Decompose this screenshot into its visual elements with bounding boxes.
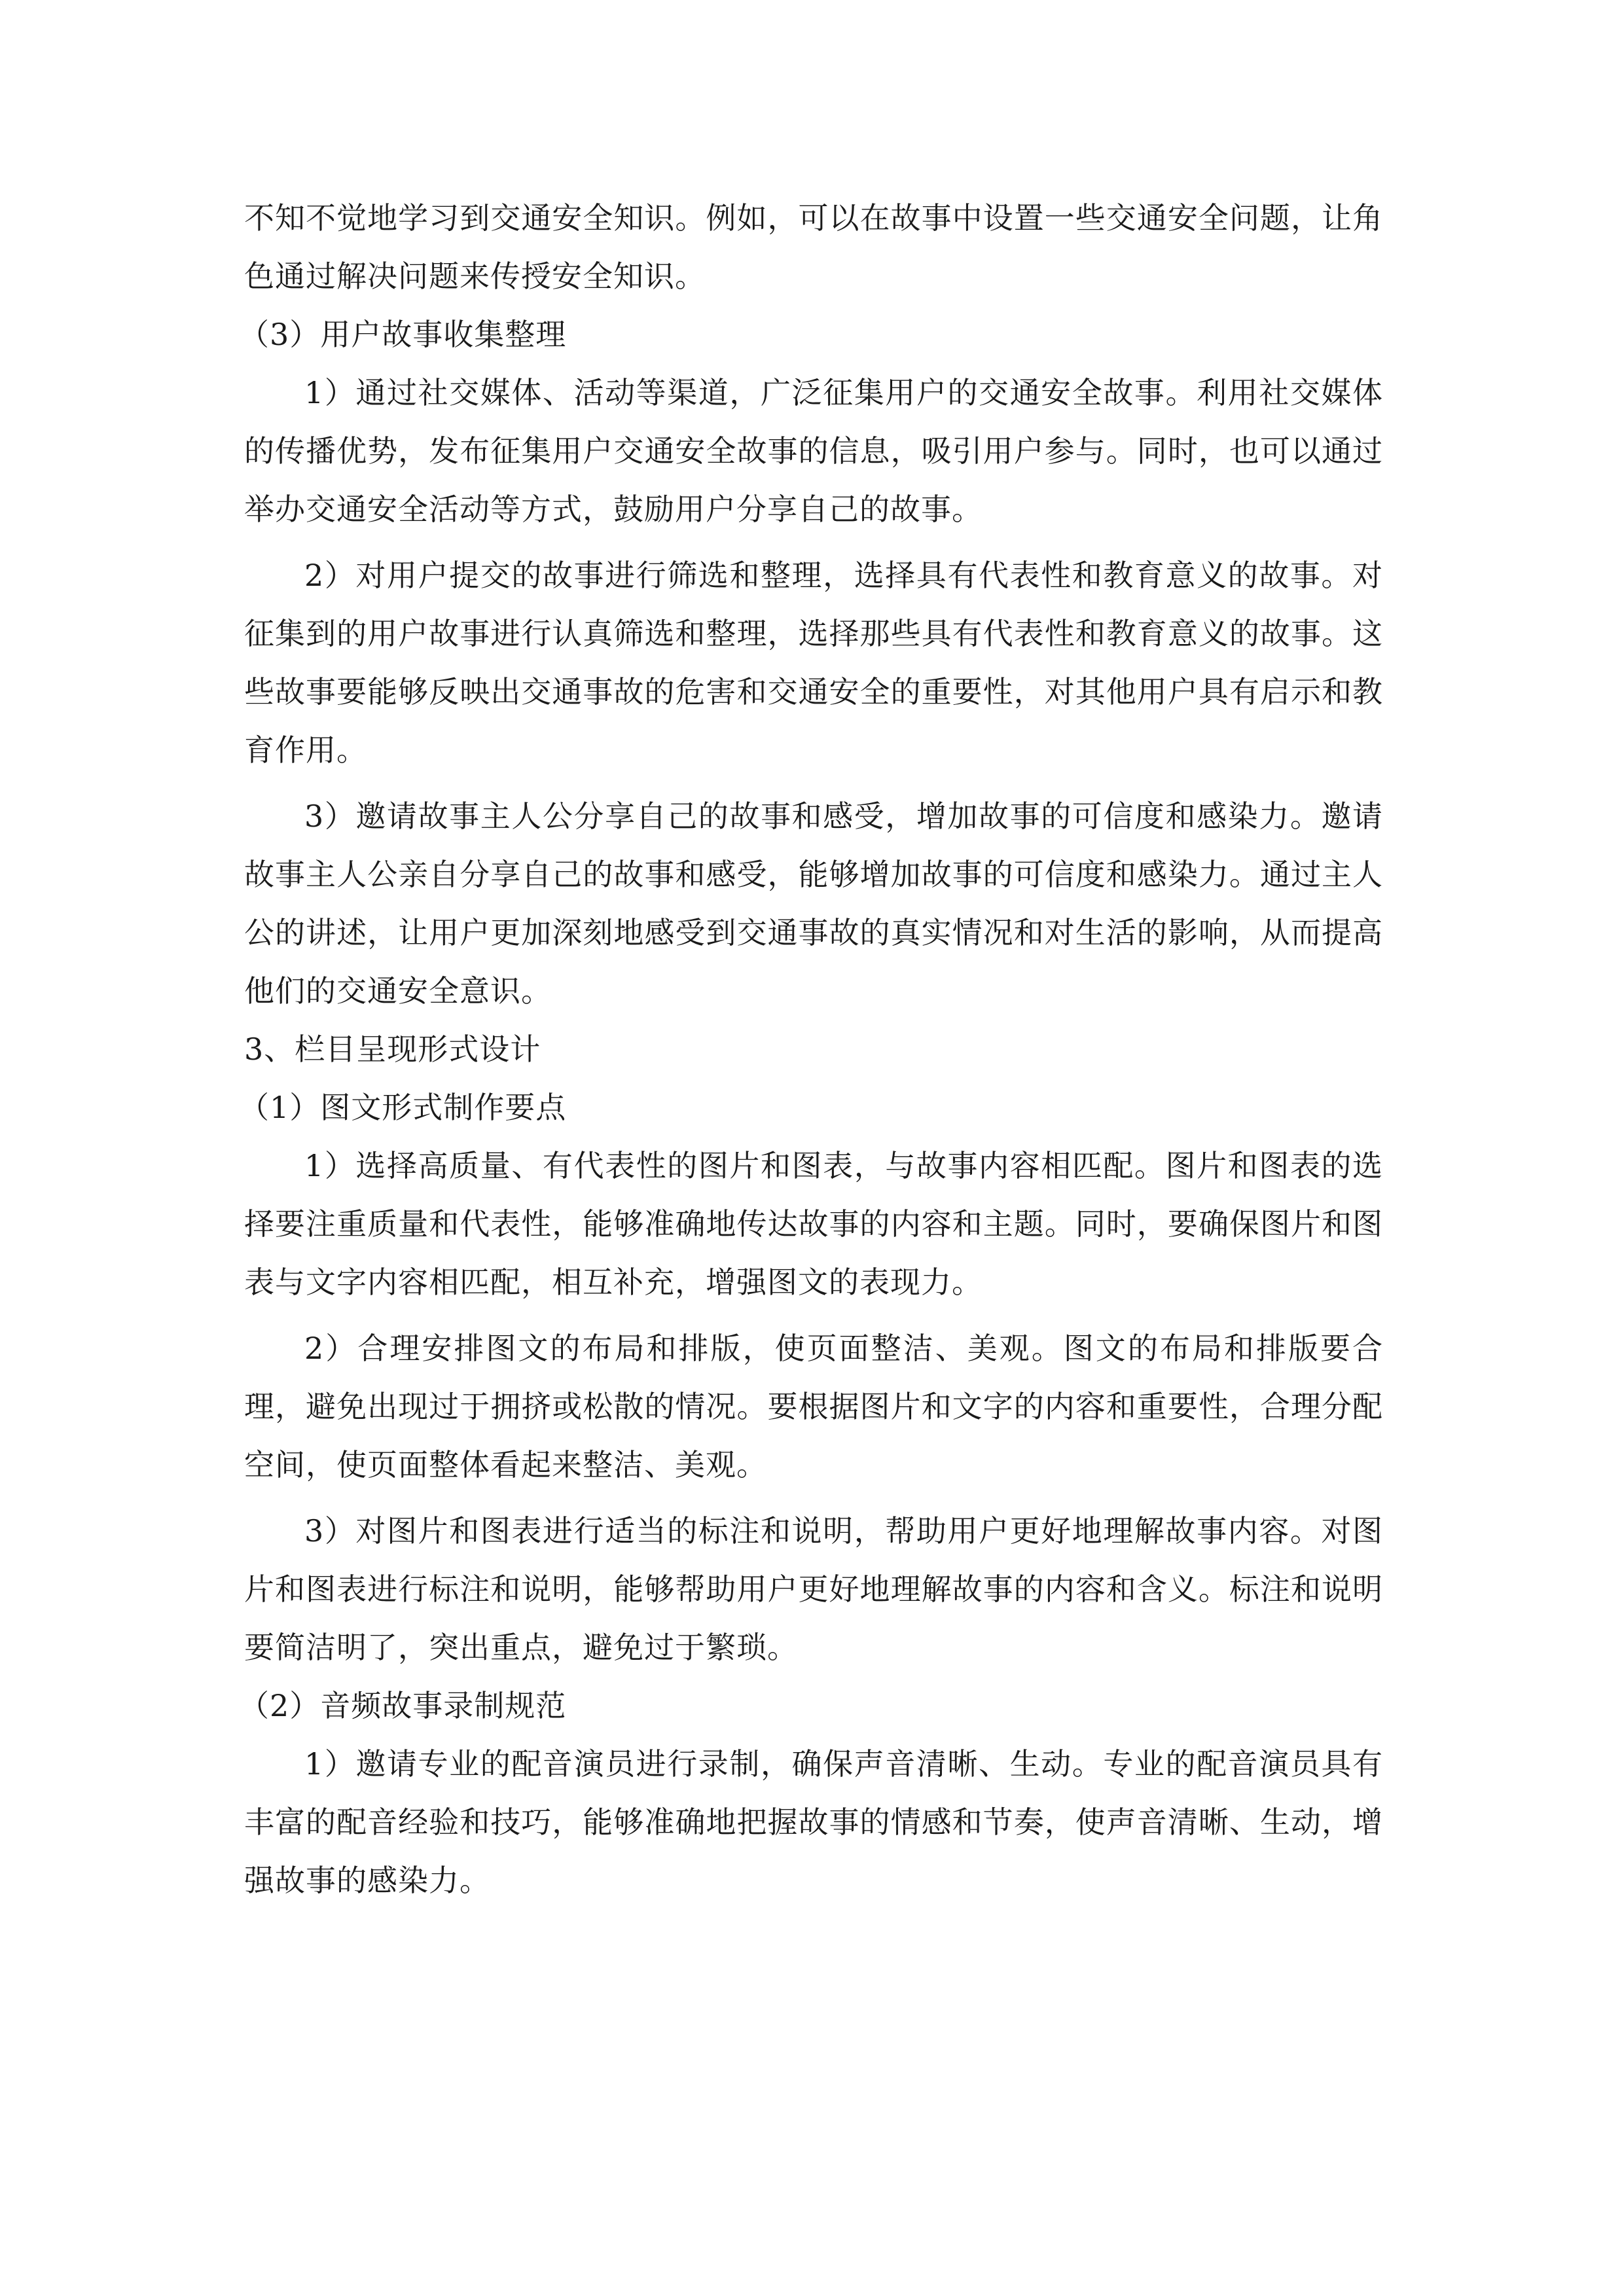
paragraph-intro-continuation: 不知不觉地学习到交通安全知识。例如，可以在故事中设置一些交通安全问题，让角色通过解决问题来传授安全知识。: [244, 200, 1383, 294]
paragraph-collect-1: 1）通过社交媒体、活动等渠道，广泛征集用户的交通安全故事。利用社交媒体的传播优势，发布征集用户交通安全故事的信息，吸引用户参与。同时，也可以通过举办交通安全活动等方式，鼓励用户分享自己的故事。: [244, 375, 1383, 527]
subheading-audio: （2）音频故事录制规范: [239, 1688, 567, 1723]
document-body: [239, 189, 1383, 1910]
section-heading-presentation: 3、栏目呈现形式设计: [244, 1031, 541, 1067]
paragraph-image-text-2: 2）合理安排图文的布局和排版，使页面整洁、美观。图文的布局和排版要合理，避免出现过于拥挤或松散的情况。要根据图片和文字的内容和重要性，合理分配空间，使页面整体看起来整洁、美观。: [244, 1331, 1383, 1482]
subheading-user-stories: （3）用户故事收集整理: [239, 317, 567, 352]
paragraph-image-text-3: 3）对图片和图表进行适当的标注和说明，帮助用户更好地理解故事内容。对图片和图表进行标注和说明，能够帮助用户更好地理解故事的内容和含义。标注和说明要简洁明了，突出重点，避免过于繁琐。: [244, 1513, 1383, 1665]
subheading-image-text: （1）图文形式制作要点: [239, 1090, 567, 1125]
paragraph-image-text-1: 1）选择高质量、有代表性的图片和图表，与故事内容相匹配。图片和图表的选择要注重质量和代表性，能够准确地传达故事的内容和主题。同时，要确保图片和图表与文字内容相匹配，相互补充，增强图文的表现力。: [244, 1148, 1383, 1300]
paragraph-audio-1: 1）邀请专业的配音演员进行录制，确保声音清晰、生动。专业的配音演员具有丰富的配音经验和技巧，能够准确地把握故事的情感和节奏，使声音清晰、生动，增强故事的感染力。: [244, 1746, 1383, 1898]
paragraph-collect-3: 3）邀请故事主人公分享自己的故事和感受，增加故事的可信度和感染力。邀请故事主人公亲自分享自己的故事和感受，能够增加故事的可信度和感染力。通过主人公的讲述，让用户更加深刻地感受到交通事故的真实情况和对生活的影响，从而提高他们的交通安全意识。: [244, 798, 1383, 1009]
paragraph-collect-2: 2）对用户提交的故事进行筛选和整理，选择具有代表性和教育意义的故事。对征集到的用户故事进行认真筛选和整理，选择那些具有代表性和教育意义的故事。这些故事要能够反映出交通事故的危害和交通安全的重要性，对其他用户具有启示和教育作用。: [244, 558, 1383, 768]
